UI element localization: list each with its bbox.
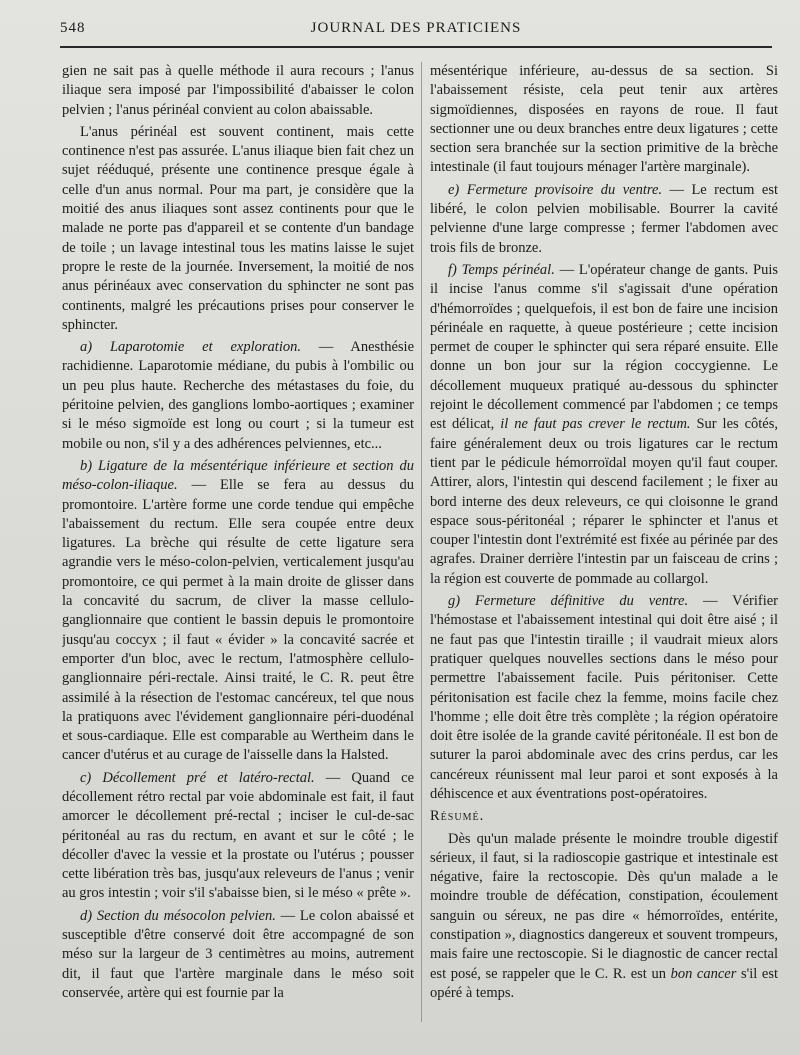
paragraph: gien ne sait pas à quelle méthode il aura recours ; l'anus iliaque sera imposé par l'impossibilité d'abaisser le colon pelvien ; l'anus périnéal convient au colon abaissable.	[62, 63, 414, 118]
step-letter: f)	[448, 261, 457, 278]
step-e	[430, 181, 778, 258]
step-title: Fermeture définitive du ventre.	[474, 593, 689, 610]
right-column	[430, 62, 778, 1037]
step-text: — Quand ce décollement rétro rectal par voie abdominale est fait, il faut amorcer le décollement pré-rectal ; inciser le cul-de-sac péritonéal au ras du rectum, en avant et sur le côté ; le décoller d'avec la vessie et la prostate ou l'utérus ; pousser cette libération très bas, jusqu'aux releveurs de l'anus ; venir au gros intestin ; voir s'il s'abaisse bien, si le méso « prête ».	[62, 769, 414, 902]
step-letter: a)	[80, 339, 93, 356]
step-text: — Le colon abaissé et susceptible d'être conservé doit être accompagné de son méso sur la largeur de 3 centimètres au moins, autrement dit, il faut que l'artère marginale dans le méso soit conservée, artère qui est fournie par la	[62, 907, 414, 1001]
step-b	[62, 457, 414, 766]
step-text: — Anesthésie rachidienne. Laparotomie médiane, du pubis à l'ombilic ou un peu plus haute. Recherche des métastases du foie, du péritoine pelvien, des ganglions lombo-aortiques ; examiner si le méso sigmoïde est long ou court ; si la tumeur est mobile ou non, s'il y a des adhérences pelviennes, etc...	[62, 339, 414, 452]
journal-title: JOURNAL DES PRATICIENS	[310, 20, 522, 36]
step-g	[430, 592, 778, 804]
step-letter: e)	[448, 181, 460, 198]
step-title: Ligature de la mésentérique inférieure et section du méso-colon-iliaque.	[62, 457, 414, 494]
paragraph: mésentérique inférieure, au-dessus de sa section. Si l'abaissement résiste, cela peut tenir aux artères sigmoïdiennes, disposées en rayons de roue. Il faut sectionner une ou deux branches entre deux ligatures ; cette section sera branchée sur la section primitive de la brèche intestinale (il faut toujours ménager l'artère marginale).	[430, 63, 778, 176]
step-title: Décollement pré et latéro-rectal.	[102, 769, 315, 786]
page-number: 548	[60, 20, 86, 36]
resume-paragraph	[430, 830, 778, 1004]
column-divider	[421, 62, 422, 1022]
step-title: Section du mésocolon pelvien.	[96, 907, 276, 924]
step-letter: g)	[448, 593, 461, 610]
resume-text: s'il est opéré à temps.	[430, 965, 778, 1001]
step-title: Temps périnéal.	[461, 261, 555, 278]
step-f	[430, 261, 778, 589]
step-d	[62, 907, 414, 1003]
running-header	[60, 20, 772, 46]
step-title: Laparotomie et exploration.	[109, 339, 301, 356]
step-text: — L'opérateur change de gants. Puis il incise l'anus comme s'il s'agissait d'une opération d'hémorroïdes ; quelquefois, il est bon de faire une incision périnéale en raquette, à queue postérieure ; cette incision permet de couper le sphincter qui sera réparé ensuite. Elle donne un bon jour sur la région coccygienne. Le décollement muqueux pratiqué au-dessous du sphincter rejoint le décollement commencé par l'abdomen ; ce temps est délicat,	[430, 261, 778, 433]
paragraph: L'anus périnéal est souvent continent, mais cette continence n'est pas assurée. L'anus iliaque bien fait chez un sujet rééduqué, présente une continence presque égale à celle d'un anus normal. Pour ma part, je considère que la moitié des anus iliaques sont assez continents pour que le malade ne porte pas d'appareil et se contente d'un bandage de toile ; un lavage intestinal tous les matins laisse le sujet propre le reste de la journée. Inversement, la moitié de nos anus périnéaux avec conservation du sphincter ne sont pas continents, malgré les précautions prises pour conserver le sphincter.	[62, 123, 414, 333]
resume-heading: Résumé.	[430, 808, 485, 825]
step-text: Sur les côtés, faire généralement deux ou trois ligatures car le rectum tient par le pédicule hémorroïdal moyen qu'il faut couper. Attirer, alors, l'intestin qui descend facilement ; le fixer au bord interne des deux releveurs, ce qui cloisonne le grand espace sous-péritonéal ; réparer le sphincter et l'anus et couper l'intestin dont l'extrémité est fixée au périnée par des agrafes. Drainer derrière l'intestin par un faisceau de crins ; la région est couverte de pommade au collargol.	[430, 416, 778, 587]
step-letter: d)	[80, 907, 93, 924]
step-letter: b)	[80, 457, 93, 474]
step-title: Fermeture provisoire du ventre.	[466, 181, 663, 198]
resume-text: Dès qu'un malade présente le moindre trouble digestif sérieux, il faut, si la radioscopie gastrique et intestinale est négative, faire la rectoscopie. Dès qu'un malade a le moindre trouble de défécation, constipation, écoulement sanguin ou séreux, ne pas dire « hémorroïdes, entérite, constipation », diagnostics dangereux et souvent trompeurs, mais faire une rectoscopie. Si le diagnostic de cancer rectal est posé, se rappeler que le C. R. est un	[430, 830, 778, 982]
step-letter: c)	[80, 769, 92, 786]
step-text: — Le rectum est libéré, le colon pelvien mobilisable. Bourrer la cavité pelvienne d'une large compresse ; fermer l'abdomen avec trois fils de bronze.	[430, 181, 778, 256]
step-text: — Elle se fera au dessus du promontoire. L'artère forme une corde tendue qui empêche l'abaissement du rectum. Elle sera coupée entre deux ligatures. La brèche qui résulte de cette ligature sera agrandie vers le méso-colon-pelvien, verticalement jusqu'au promontoire, ce qui permet à la main droite de glisser dans la concavité du sacrum, de cliver la masse cellulo-ganglionnaire que contient le bassin depuis le promontoire jusqu'au coccyx ; il faut « évider » la concavité sacrée et emporter d'un bloc, avec le rectum, l'atmosphère cellulo-ganglionnaire péri-rectale. Ainsi traité, le C. R. peut être assimilé à la résection de l'estomac cancéreux, tel que nous la pratiquons avec l'évidement ganglionnaire péri-duodénal et sous-cardiaque. Elle est comparable au Wertheim dans le cancer d'utérus et au curage de l'aisselle dans la Halsted.	[62, 477, 414, 764]
step-text: — Vérifier l'hémostase et l'abaissement intestinal qui doit être aisé ; il ne faut pas que l'intestin tiraille ; il vaudrait mieux alors pratiquer quelques nouvelles sections dans le méso pour permettre l'abaissement facile. Puis péritoniser. Cette péritonisation est facile chez la femme, moins facile chez l'homme ; elle doit être très complète ; la région opératoire doit être isolée de la grande cavité péritonéale. Il est bon de suturer la paroi abdominale avec des crins perdus, car les cancéreux réunissent mal leur paroi et sont exposés à la déhiscence et aux éventrations post-opératoires.	[430, 593, 778, 802]
step-c	[62, 769, 414, 904]
emphasis-text: bon cancer	[670, 965, 737, 982]
step-a	[62, 338, 414, 454]
left-column	[62, 62, 414, 1037]
emphasis-text: il ne faut pas crever le rectum.	[500, 416, 691, 433]
header-rule	[60, 46, 772, 48]
